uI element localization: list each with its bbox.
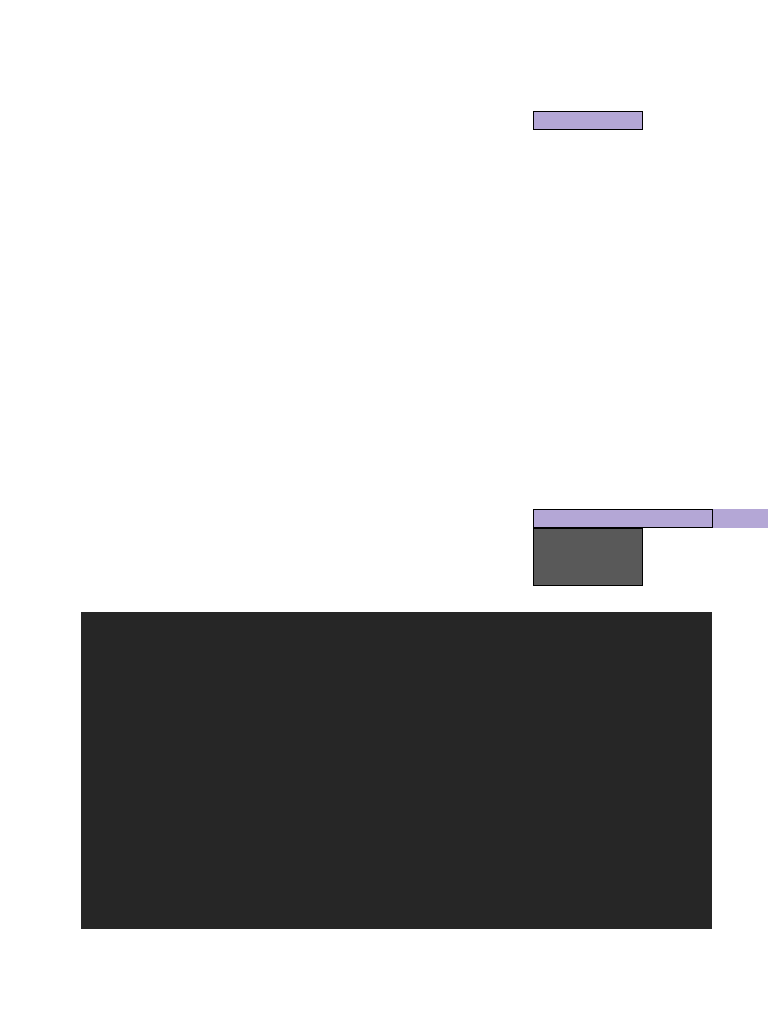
nilai-akhir-title	[533, 509, 713, 528]
nilai-akhir-strip	[713, 509, 768, 528]
chart-area	[81, 612, 712, 929]
rerata-header	[533, 111, 643, 130]
line-chart	[81, 612, 712, 929]
nilai-akhir-block	[533, 528, 643, 586]
